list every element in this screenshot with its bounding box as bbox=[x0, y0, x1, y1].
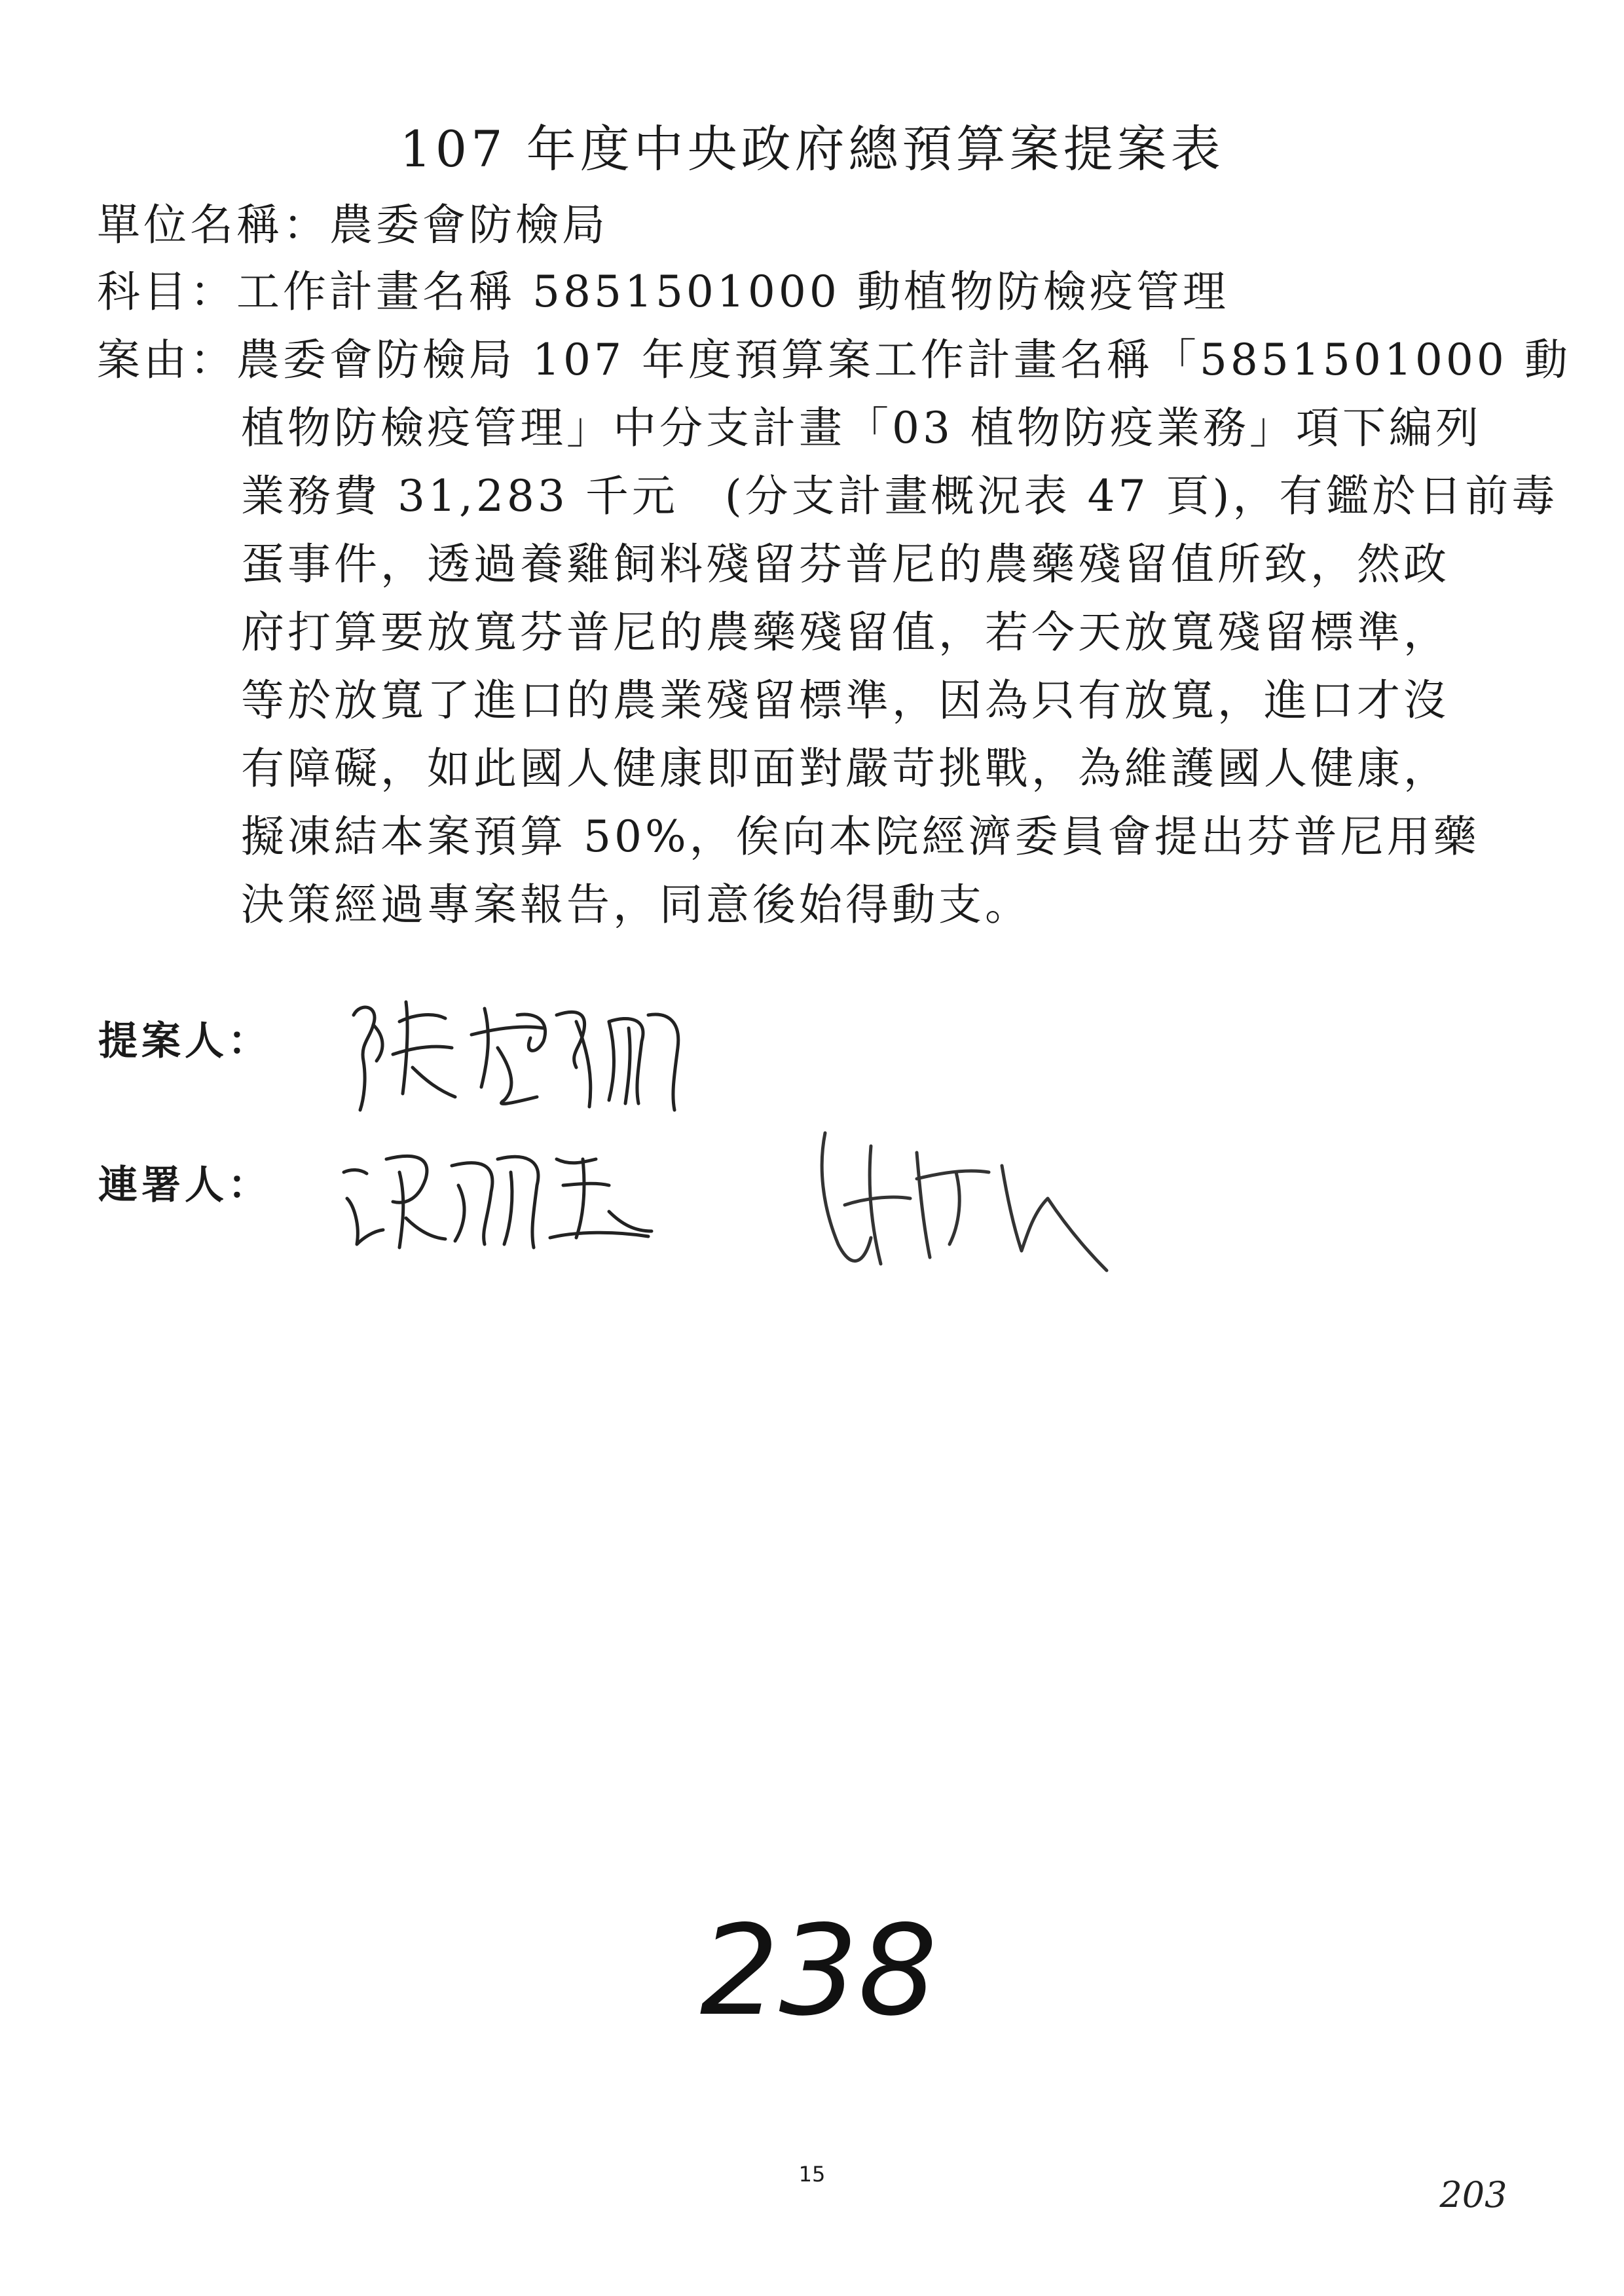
reason-line: 決策經過專案報告，同意後始得動支。 bbox=[241, 880, 1031, 930]
corner-handwritten-number bbox=[1421, 2168, 1526, 2220]
cosigner-label: 連署人： bbox=[98, 1162, 271, 1208]
reason-line: 蛋事件，透過養雞飼料殘留芬普尼的農藥殘留值所致，然政 bbox=[241, 539, 1450, 589]
unit-field bbox=[97, 193, 608, 258]
subject-label: 科目： bbox=[97, 267, 236, 317]
reason-line: 植物防檢疫管理」中分支計畫「03 植物防疫業務」項下編列 bbox=[241, 403, 1482, 453]
svg-text:203: 203 bbox=[1439, 2174, 1507, 2215]
cosigner-signature-1 bbox=[334, 1133, 701, 1264]
reason-line: 府打算要放寬芬普尼的農藥殘留值，若今天放寬殘留標準， bbox=[241, 607, 1450, 657]
handwritten-page-number bbox=[681, 1899, 956, 2050]
footer-page-number: 15 bbox=[798, 2162, 826, 2187]
proposer-signature bbox=[341, 976, 707, 1120]
reason-label: 案由： bbox=[97, 335, 236, 385]
reason-line: 案由：農委會防檢局 107 年度預算案工作計畫名稱「5851501000 動 bbox=[97, 335, 1571, 385]
document-title: 107 年度中央政府總預算案提案表 bbox=[399, 120, 1225, 178]
proposer-label: 提案人： bbox=[98, 1018, 271, 1064]
unit-value: 農委會防檢局 bbox=[329, 200, 608, 250]
reason-field bbox=[97, 326, 1571, 939]
svg-text:238: 238 bbox=[699, 1899, 938, 2043]
subject-field bbox=[97, 259, 1229, 325]
cosigner-signature-2 bbox=[805, 1107, 1133, 1303]
reason-line: 有障礙，如此國人健康即面對嚴苛挑戰，為維護國人健康， bbox=[241, 743, 1450, 794]
reason-line: 等於放寬了進口的農業殘留標準，因為只有放寬，進口才沒 bbox=[241, 675, 1450, 726]
unit-label: 單位名稱： bbox=[97, 200, 329, 250]
subject-value: 工作計畫名稱 5851501000 動植物防檢疫管理 bbox=[236, 267, 1229, 317]
reason-line: 業務費 31,283 千元 (分支計畫概況表 47 頁)，有鑑於日前毒 bbox=[241, 471, 1559, 521]
reason-line: 擬凍結本案預算 50%，俟向本院經濟委員會提出芬普尼用藥 bbox=[241, 811, 1480, 862]
